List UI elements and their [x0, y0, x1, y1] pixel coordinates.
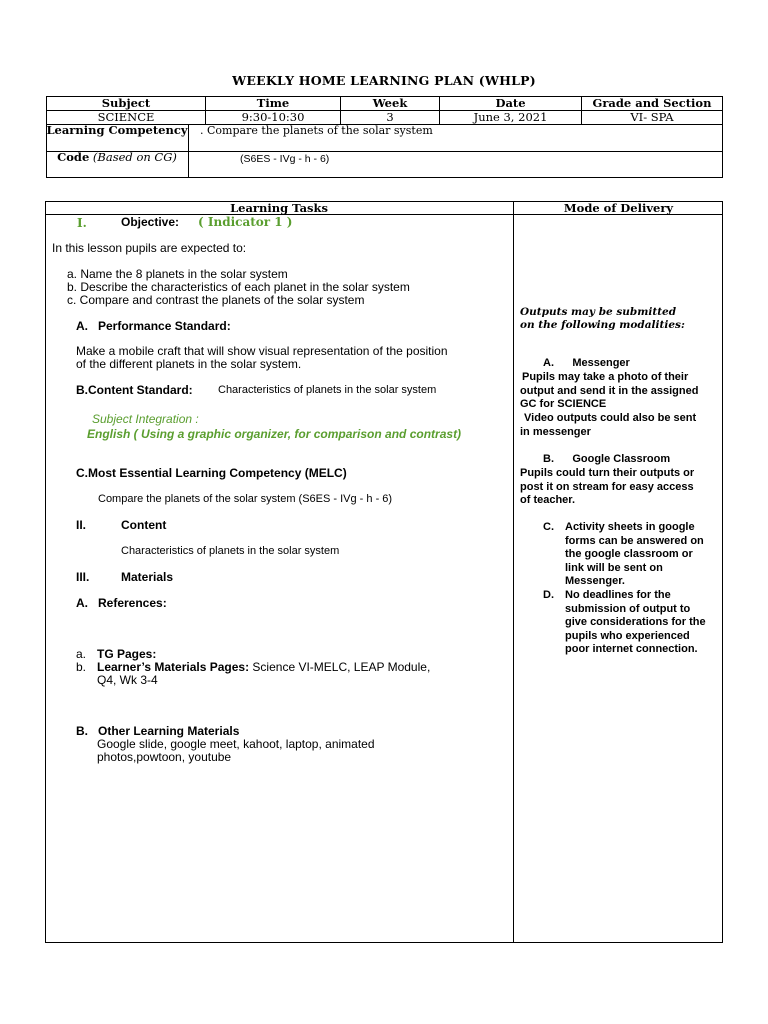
messenger-line-2: output and send it in the assigned	[520, 384, 699, 397]
references-label: A. References:	[76, 596, 167, 610]
lm-letter: b.	[76, 660, 87, 674]
learning-tasks-header: Learning Tasks	[230, 201, 328, 215]
value-grade-section: VI- SPA	[582, 111, 723, 125]
other-materials-line-2: photos,powtoon, youtube	[97, 750, 232, 764]
content-number: II.	[76, 518, 87, 532]
plan-column-divider	[513, 201, 514, 943]
melc-label: C.Most Essential Learning Competency (MELC)	[76, 466, 347, 480]
activity-sheets-line-1: Activity sheets in google	[565, 521, 695, 533]
learning-competency-value: . Compare the planets of the solar system	[200, 124, 433, 137]
header-time: Time	[206, 97, 341, 111]
no-deadlines-line-2: submission of output to	[565, 602, 691, 615]
performance-standard-line-1: Make a mobile craft that will show visual representation of the position	[76, 344, 448, 358]
tg-letter: a.	[76, 647, 87, 661]
objective-indicator: ( Indicator 1 )	[198, 215, 293, 229]
content-label: Content	[121, 518, 167, 532]
materials-number: III.	[76, 570, 90, 584]
header-date: Date	[440, 97, 582, 111]
code-label: Code	[57, 150, 90, 164]
google-classroom-line-3: of teacher.	[520, 494, 576, 506]
messenger-line-3: GC for SCIENCE	[520, 398, 607, 410]
learning-competency-label: Learning Competency	[46, 123, 188, 137]
google-classroom-line-2: post it on stream for easy access	[520, 480, 694, 493]
lm-pages-text: Science VI-MELC, LEAP Module,	[252, 660, 431, 674]
other-materials-label: B. Other Learning Materials	[76, 724, 240, 738]
value-week: 3	[341, 111, 440, 125]
header-subject: Subject	[47, 97, 206, 111]
activity-sheets-line-3: the google classroom or	[565, 548, 693, 560]
content-standard-label: B.Content Standard:	[76, 383, 193, 397]
info-table	[46, 96, 723, 125]
activity-sheets-line-4: link will be sent on	[565, 561, 663, 574]
header-grade-section: Grade and Section	[582, 97, 723, 111]
delivery-intro-line-2: on the following modalities:	[520, 319, 685, 331]
activity-sheets-line-5: Messenger.	[565, 575, 625, 587]
delivery-intro-line-1: Outputs may be submitted	[520, 306, 677, 318]
info-header-row	[47, 97, 723, 111]
content-text: Characteristics of planets in the solar system	[121, 545, 340, 557]
subject-integration-text: English ( Using a graphic organizer, for comparison and contrast)	[87, 427, 462, 441]
activity-sheets-line-2: forms can be answered on	[565, 534, 704, 547]
messenger-line-5: in messenger	[520, 426, 591, 438]
objective-item-c: c. Compare and contrast the planets of the solar system	[67, 293, 365, 307]
document-title: WEEKLY HOME LEARNING PLAN (WHLP)	[232, 73, 536, 88]
performance-standard-line-2: of the different planets in the solar system.	[76, 357, 302, 371]
content-standard-text: Characteristics of planets in the solar system	[218, 384, 437, 396]
performance-standard-label: A. Performance Standard:	[76, 319, 231, 333]
messenger-line-1: Pupils may take a photo of their	[522, 371, 689, 383]
activity-sheets-letter: C.	[543, 521, 554, 533]
code-value: (S6ES - IVg - h - 6)	[240, 153, 330, 165]
melc-text: Compare the planets of the solar system (S6ES - IVg - h - 6)	[98, 493, 393, 505]
tg-pages-label: TG Pages:	[97, 647, 157, 661]
no-deadlines-line-4: pupils who experienced	[565, 629, 690, 642]
subject-integration-label: Subject Integration :	[92, 412, 199, 426]
code-label-note: (Based on CG)	[92, 150, 177, 164]
value-time: 9:30-10:30	[206, 111, 341, 125]
value-subject: SCIENCE	[47, 111, 206, 125]
objective-item-a: a. Name the 8 planets in the solar system	[67, 267, 288, 281]
objective-item-b: b. Describe the characteristics of each planet in the solar system	[67, 280, 410, 294]
materials-label: Materials	[121, 570, 174, 584]
google-classroom-label: B. Google Classroom	[543, 453, 671, 465]
no-deadlines-letter: D.	[543, 589, 554, 601]
lesson-intro: In this lesson pupils are expected to:	[52, 241, 247, 255]
other-materials-line-1: Google slide, google meet, kahoot, laptop, animated	[97, 737, 375, 751]
no-deadlines-line-3: give considerations for the	[565, 616, 706, 628]
value-date: June 3, 2021	[440, 111, 582, 125]
lm-pages-line-2: Q4, Wk 3-4	[97, 673, 158, 687]
messenger-line-4: Video outputs could also be sent	[524, 412, 697, 424]
header-week: Week	[341, 97, 440, 111]
messenger-label: A. Messenger	[543, 357, 630, 369]
no-deadlines-line-5: poor internet connection.	[565, 643, 698, 655]
google-classroom-line-1: Pupils could turn their outputs or	[520, 467, 695, 479]
mode-of-delivery-header: Mode of Delivery	[563, 201, 674, 215]
lm-pages-label: Learner’s Materials Pages:	[97, 660, 250, 674]
no-deadlines-line-1: No deadlines for the	[565, 589, 671, 601]
code-label-cell	[46, 151, 188, 164]
objective-label: Objective:	[121, 215, 180, 229]
objective-number: I.	[77, 216, 87, 230]
